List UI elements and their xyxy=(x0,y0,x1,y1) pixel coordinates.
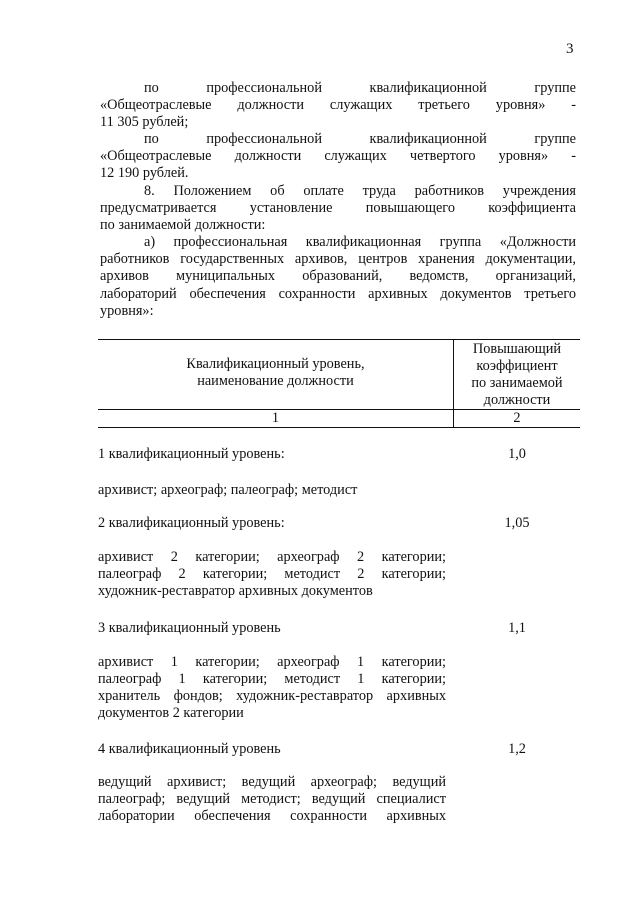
column-header-coefficient xyxy=(454,341,580,409)
post-line: документов 2 категории xyxy=(98,705,244,721)
post-line: палеограф 1 категории; методист 1 категории; xyxy=(98,671,446,687)
text-line: 12 190 рублей. xyxy=(100,165,189,182)
table-rule-top xyxy=(98,339,580,340)
header-text: по занимаемой xyxy=(471,375,563,391)
post-line: архивист; археограф; палеограф; методист xyxy=(98,482,358,498)
paragraph-group3 xyxy=(100,80,576,132)
row-posts-1 xyxy=(98,482,446,499)
column-header-level xyxy=(98,356,453,390)
post-line: архивист 1 категории; археограф 1 категории; xyxy=(98,654,446,670)
row-posts-2 xyxy=(98,549,446,600)
row-level-4: 4 квалификационный уровень xyxy=(98,741,281,757)
header-text: Повышающий xyxy=(472,341,562,357)
text-line: по профессиональной квалификационной группе xyxy=(144,80,576,96)
text-line: а) профессиональная квалификационная группа «Должности xyxy=(144,234,576,250)
paragraph-group4 xyxy=(100,131,576,183)
header-text: наименование должности xyxy=(197,373,354,389)
text-line: по занимаемой должности: xyxy=(100,217,266,234)
text-line: «Общеотраслевые должности служащих третьего уровня» - xyxy=(100,97,576,114)
text-line: лабораторий обеспечения сохранности архивных документов третьего xyxy=(100,285,576,302)
row-coefficient-2: 1,05 xyxy=(504,515,530,531)
post-line: палеограф 2 категории; методист 2 категории; xyxy=(98,566,446,582)
row-coefficient-4: 1,2 xyxy=(508,741,526,757)
text-line: 8. Положением об оплате труда работников учреждения xyxy=(144,183,576,199)
text-line: предусматривается установление повышающего коэффициента xyxy=(100,200,576,217)
header-text: должности xyxy=(483,392,551,408)
page-number: 3 xyxy=(566,41,574,57)
paragraph-item-8 xyxy=(100,183,576,235)
row-level-2: 2 квалификационный уровень: xyxy=(98,515,285,531)
post-line: хранитель фондов; художник-реставратор архивных xyxy=(98,688,446,704)
column-number-2: 2 xyxy=(513,410,521,426)
text-line: уровня»: xyxy=(100,302,154,319)
paragraph-item-a xyxy=(100,234,576,320)
row-level-1: 1 квалификационный уровень: xyxy=(98,446,285,462)
text-line: по профессиональной квалификационной группе xyxy=(144,131,576,147)
row-posts-4 xyxy=(98,774,446,825)
row-level-3: 3 квалификационный уровень xyxy=(98,620,281,636)
header-text: Квалификационный уровень, xyxy=(186,356,365,372)
post-line: ведущий архивист; ведущий археограф; ведущий xyxy=(98,774,446,790)
post-line: архивист 2 категории; археограф 2 категории; xyxy=(98,549,446,565)
row-coefficient-1: 1,0 xyxy=(508,446,526,462)
post-line: палеограф; ведущий методист; ведущий специалист xyxy=(98,791,446,807)
text-line: работников государственных архивов, центров хранения документации, xyxy=(100,251,576,268)
table-rule-bottom xyxy=(98,427,580,428)
text-line: архивов муниципальных образований, ведомств, организаций, xyxy=(100,268,576,285)
text-line: «Общеотраслевые должности служащих четвертого уровня» - xyxy=(100,148,576,165)
text-line: 11 305 рублей; xyxy=(100,114,189,131)
row-coefficient-3: 1,1 xyxy=(508,620,526,636)
header-text: коэффициент xyxy=(476,358,558,374)
column-number-1: 1 xyxy=(271,410,280,426)
row-posts-3 xyxy=(98,654,446,722)
post-line: художник-реставратор архивных документов xyxy=(98,583,373,599)
post-line: лаборатории обеспечения сохранности архивных xyxy=(98,808,446,824)
